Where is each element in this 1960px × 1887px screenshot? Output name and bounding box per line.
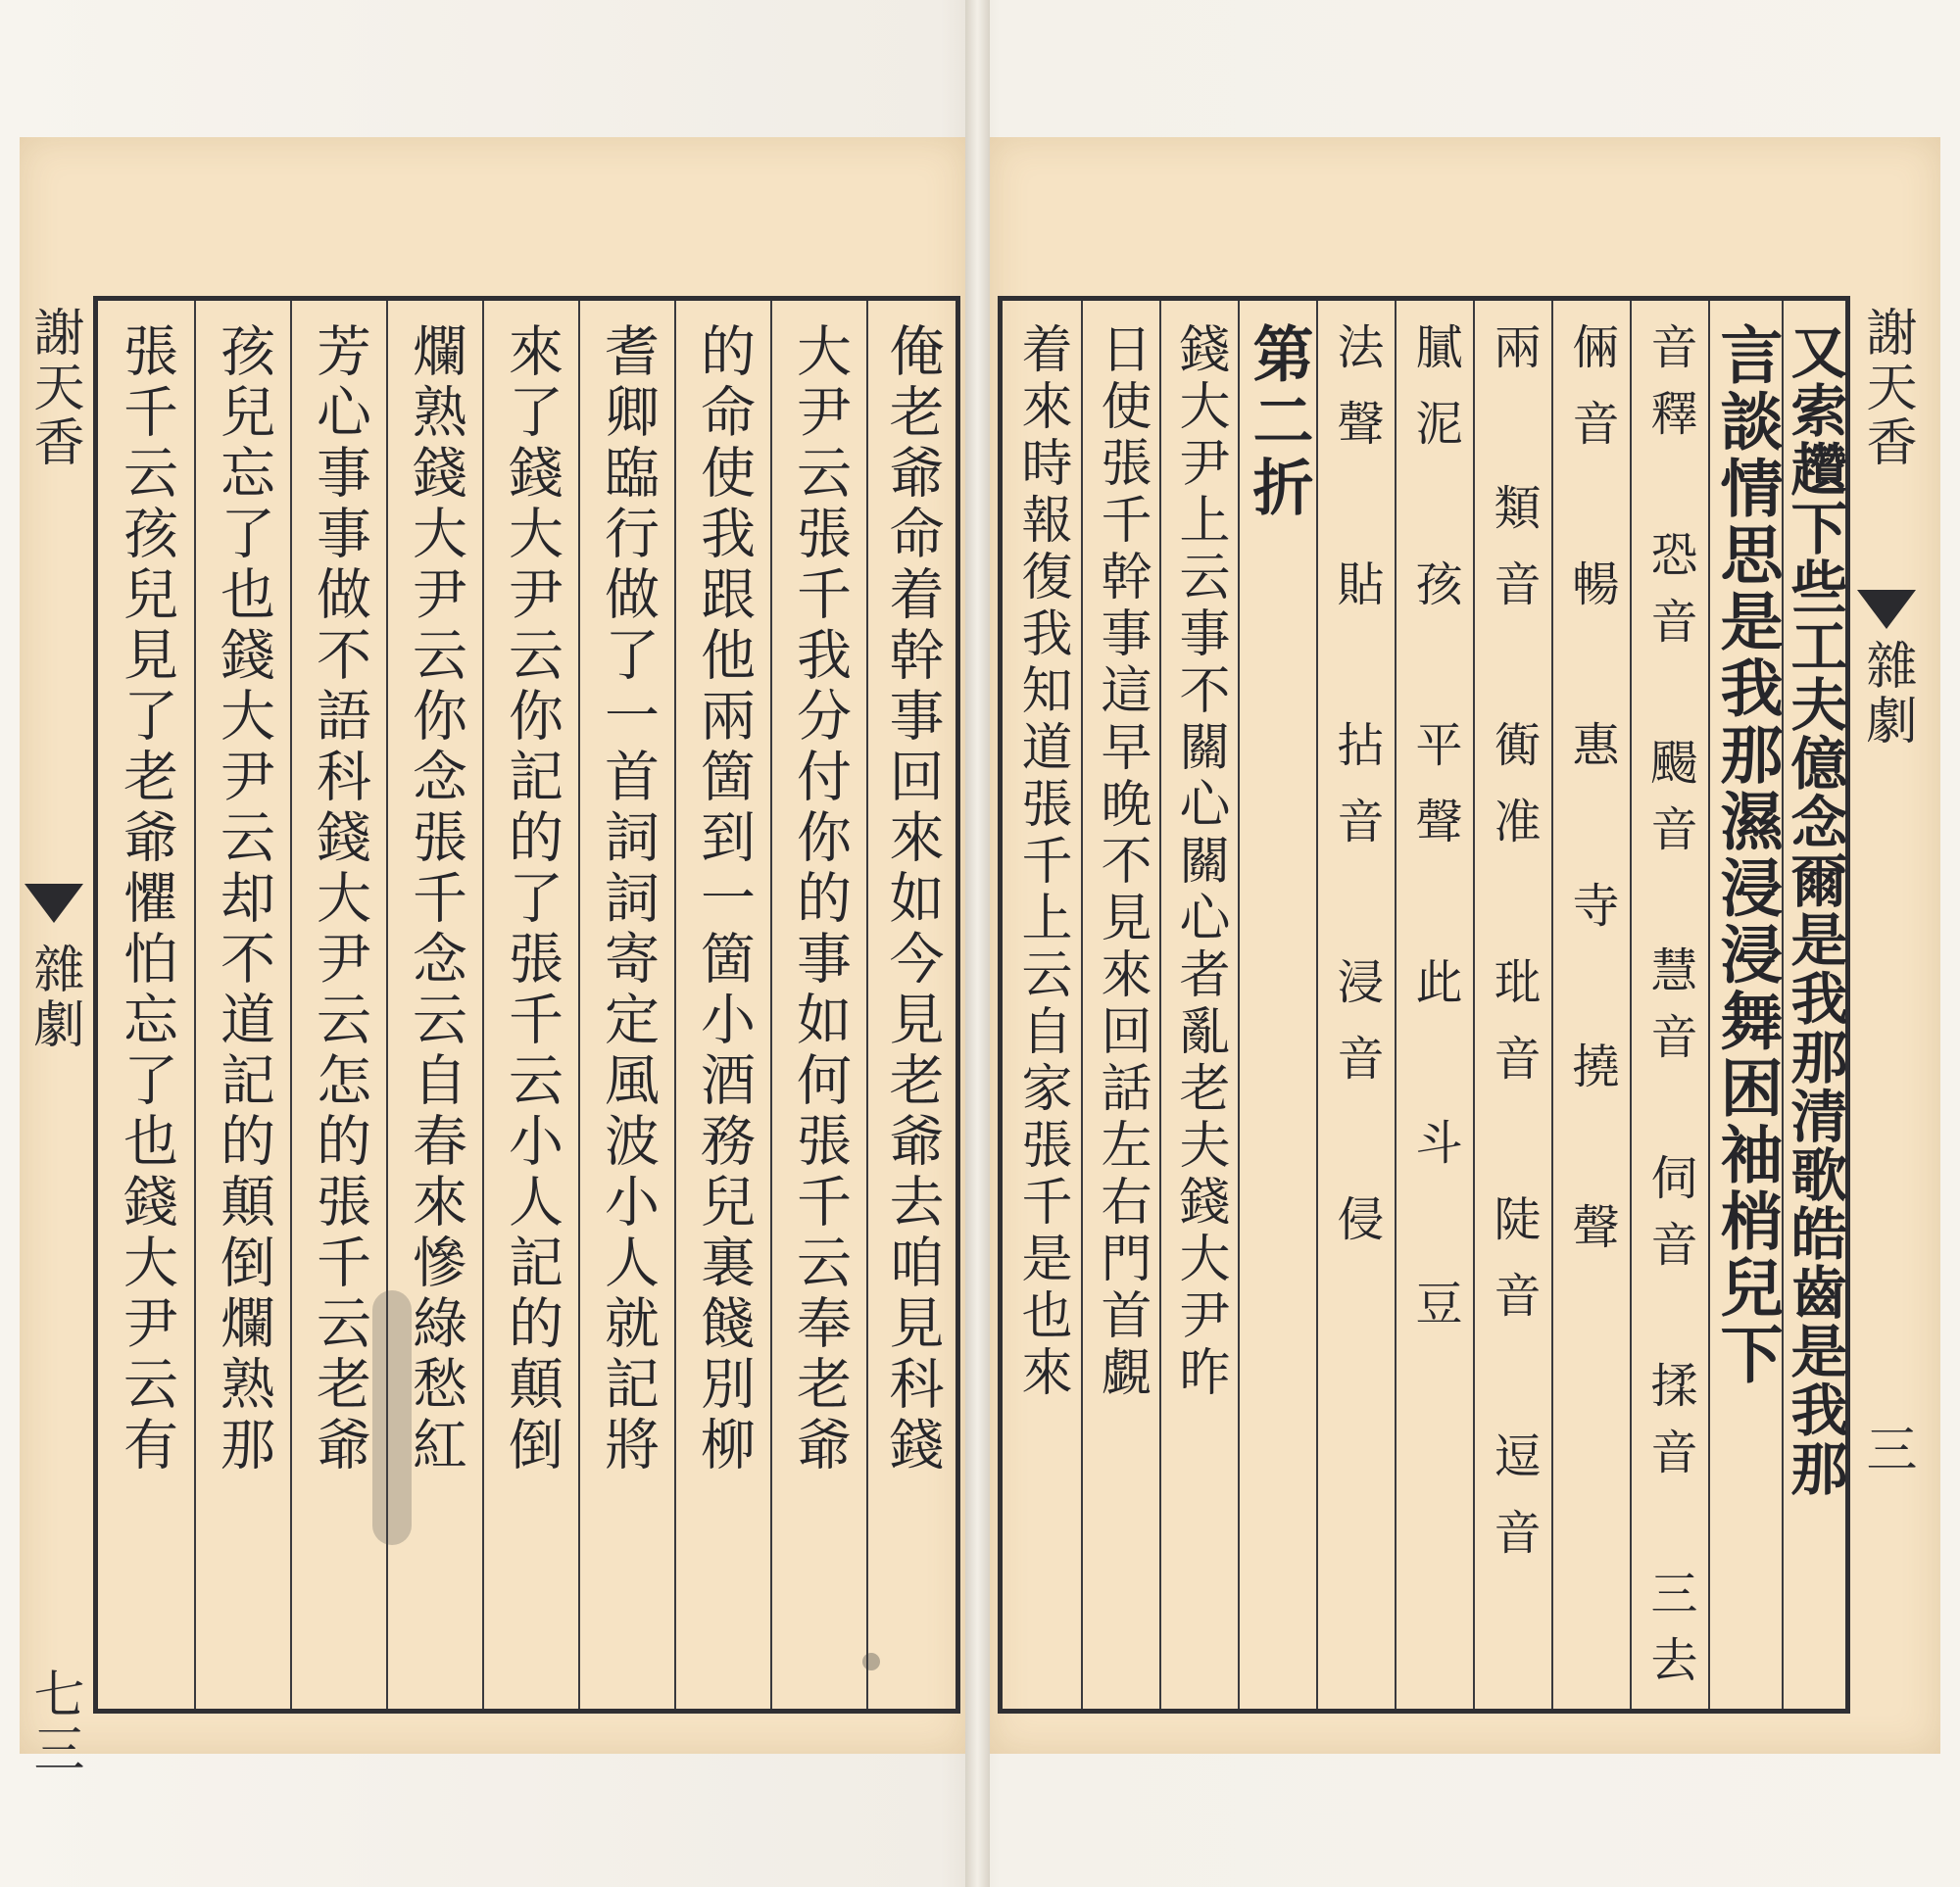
right-margin-folio: 三 (1857, 1423, 1916, 1477)
right-col-9 (1159, 301, 1238, 1709)
left-col-8 (194, 301, 290, 1709)
left-margin-column (20, 296, 88, 1777)
left-col-4-text: 耆卿臨行做了一首詞詞寄定風波小人就記將 (596, 322, 660, 1476)
right-margin-column (1852, 296, 1921, 1714)
left-margin-category: 雜劇 (24, 943, 83, 1052)
fish-tail-ornament-icon (24, 884, 83, 923)
left-col-7-text: 芳心事事做不語科錢大尹云怎的張千云老爺 (308, 322, 371, 1476)
right-col-2-text: 言談情思是我那濕浸浸舞困袖梢兒下 (1709, 322, 1784, 1388)
right-col-10 (1081, 301, 1159, 1709)
right-col-7 (1316, 301, 1395, 1709)
right-margin-title: 謝天香 (1857, 306, 1916, 470)
left-col-3-text: 的命使我跟他兩箇到一箇小酒務兒裏餞別柳 (692, 322, 756, 1476)
left-col-6-text: 爛熟錢大尹云你念張千念云自春來慘綠愁紅 (404, 322, 467, 1476)
right-col-2 (1708, 301, 1782, 1709)
right-text-frame (998, 296, 1850, 1714)
right-col-1 (1781, 301, 1848, 1709)
left-col-9 (98, 301, 194, 1709)
left-col-5 (482, 301, 578, 1709)
right-col-11-text: 着來時報復我知道張千上云自家張千是也來 (1012, 322, 1071, 1402)
book-gutter (965, 0, 990, 1887)
right-col-4 (1551, 301, 1630, 1709)
right-col-9-text: 錢大尹上云事不關心關心者亂老夫錢大尹昨 (1170, 322, 1229, 1402)
left-col-2-text: 大尹云張千我分付你的事如何張千云奉老爺 (788, 322, 852, 1476)
ink-stain (372, 1290, 412, 1545)
right-margin-category: 雜劇 (1857, 639, 1916, 749)
left-col-2 (770, 301, 866, 1709)
left-margin-folio: 七三 (24, 1668, 83, 1777)
left-text-frame (93, 296, 960, 1714)
right-col-6-text: 膩泥 孩 平聲 此 斗 豆 (1407, 322, 1462, 1355)
right-col-7-text: 法聲 貼 拈音 浸音 侵 (1329, 322, 1384, 1271)
right-col-1-text: 又索趲下些工夫億念爾是我那清歌皓齒是我那 (1781, 322, 1848, 1498)
left-col-4 (578, 301, 674, 1709)
left-margin-title: 謝天香 (24, 306, 83, 470)
act-heading: 第二折 (1243, 322, 1314, 522)
ink-spot (862, 1653, 880, 1670)
left-col-1-text: 俺老爺命着幹事回來如今見老爺去咱見科錢 (880, 322, 945, 1476)
left-col-8-text: 孩兒忘了也錢大尹云却不道記的顛倒爛熟那 (212, 322, 275, 1476)
right-col-6 (1395, 301, 1473, 1709)
right-col-11 (1003, 301, 1081, 1709)
right-col-3 (1630, 301, 1708, 1709)
left-col-9-text: 張千云孩兒見了老爺懼怕忘了也錢大尹云有 (115, 322, 178, 1476)
pronunciation-notes: 音釋 恐音 颺音 慧音 伺音 揉音 三去 (1642, 322, 1697, 1702)
right-col-5-text: 兩 類音 衠准 玭音 陡音 逗音 (1486, 322, 1541, 1584)
right-col-8 (1238, 301, 1316, 1709)
left-col-5-text: 來了錢大尹云你記的了張千云小人記的顛倒 (500, 322, 564, 1476)
left-col-1 (866, 301, 956, 1709)
right-col-5 (1473, 301, 1551, 1709)
right-col-10-text: 日使張千幹事這早晚不見來回話左右門首覷 (1092, 322, 1151, 1402)
left-col-3 (674, 301, 770, 1709)
right-col-4-text: 倆音 暢 惠 寺 撓 聲 (1564, 322, 1619, 1279)
fish-tail-ornament-icon (1857, 590, 1916, 629)
